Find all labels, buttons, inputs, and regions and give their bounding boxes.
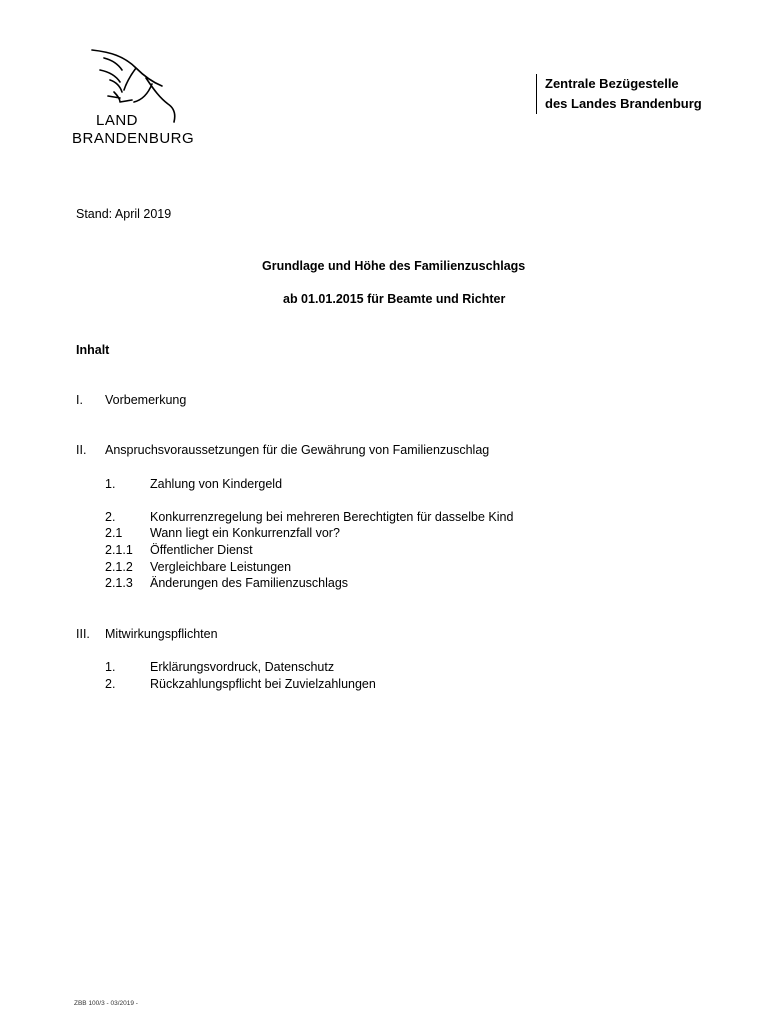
toc-item-title: Rückzahlungspflicht bei Zuvielzahlungen [150,677,376,691]
toc-item-title: Wann liegt ein Konkurrenzfall vor? [150,526,340,540]
document-title-line-1: Grundlage und Höhe des Familienzuschlags [262,259,526,273]
land-brandenburg-logo [70,46,210,150]
section-title: Mitwirkungspflichten [105,627,218,641]
document-title-line-2: ab 01.01.2015 für Beamte und Richter [283,292,506,306]
toc-item-title: Vergleichbare Leistungen [150,560,292,574]
toc-item-number: 2. [105,510,116,524]
section-title: Vorbemerkung [105,393,187,407]
section-number: III. [76,627,90,641]
logo-text-brandenburg: BRANDENBURG [72,130,195,147]
toc-item-number: 2. [105,677,116,691]
logo-text-land: LAND [96,112,139,129]
toc-item-number: 1. [105,477,116,491]
toc-item-title: Zahlung von Kindergeld [150,477,283,491]
section-title: Anspruchsvoraussetzungen für die Gewährung von Familienzuschlag [105,443,490,457]
footer-form-code: ZBB 100/3 - 03/2019 - [74,1000,138,1007]
toc-item-number: 2.1 [105,526,123,540]
toc-item-number: 1. [105,660,116,674]
section-number: I. [76,393,83,407]
issuer-line-2: des Landes Brandenburg [545,96,702,111]
issuer-line-1: Zentrale Bezügestelle [545,76,679,91]
toc-item-title: Änderungen des Familienzuschlags [150,576,349,590]
stand-date: Stand: April 2019 [76,207,172,221]
section-number: II. [76,443,87,457]
issuer-block [536,74,702,114]
toc-item-title: Erklärungsvordruck, Datenschutz [150,660,335,674]
toc-item-number: 2.1.2 [105,560,133,574]
toc-item-title: Konkurrenzregelung bei mehreren Berechtigten für dasselbe Kind [150,510,514,524]
toc-item-title: Öffentlicher Dienst [150,543,253,557]
toc-heading: Inhalt [76,343,110,357]
toc-item-number: 2.1.3 [105,576,133,590]
toc-item-number: 2.1.1 [105,543,133,557]
